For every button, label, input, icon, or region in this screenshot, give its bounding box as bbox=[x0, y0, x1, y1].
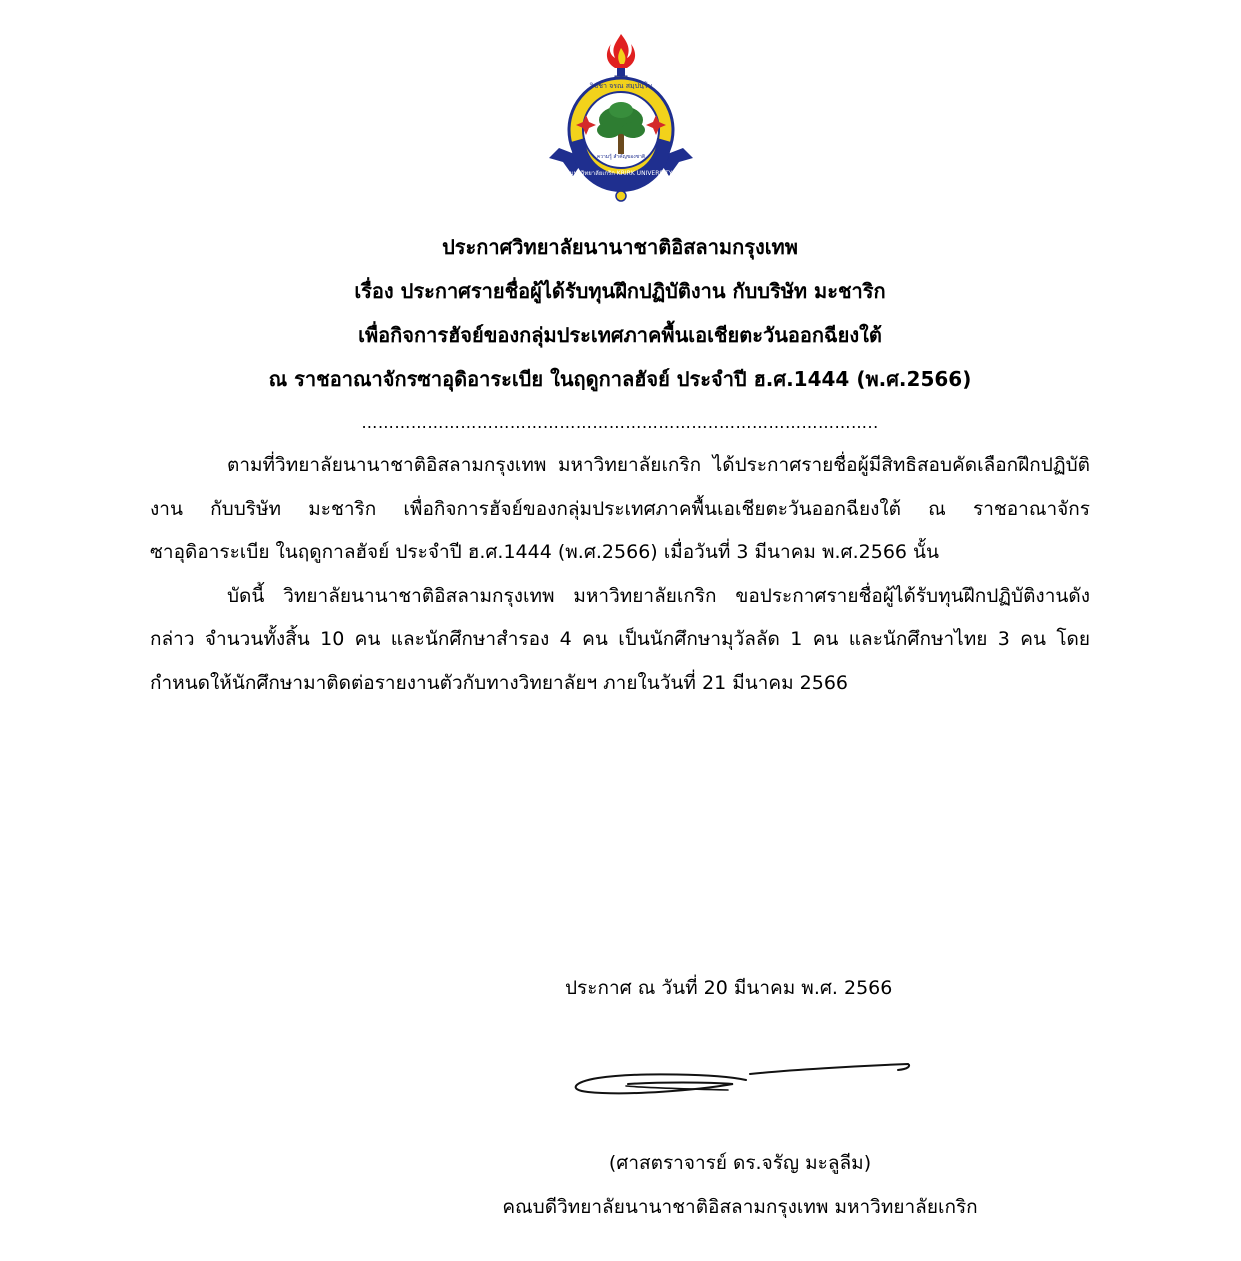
heading-line-1: ประกาศวิทยาลัยนานาชาติอิสลามกรุงเทพ bbox=[442, 235, 798, 259]
logo-ribbon-text: มหาวิทยาลัยเกริก KRIRK UNIVERSITY bbox=[569, 170, 673, 177]
body-paragraph-1: ตามที่วิทยาลัยนานาชาติอิสลามกรุงเทพ มหาวิทยาลัยเกริก ได้ประกาศรายชื่อผู้มีสิทธิสอบคัดเลือกฝึกปฏิบัติงาน กับบริษัท มะชาริก เพื่อกิจการฮัจย์ของกลุ่มประเทศภาคพื้นเอเชียตะวันออกฉียงใต้ ณ ราชอาณาจักรซาอุดิอาระเบีย ในฤดูกาลฮัจย์ ประจำปี ฮ.ศ.1444 (พ.ศ.2566) เมื่อวันที่ 3 มีนาคม พ.ศ.2566 นั้น bbox=[150, 454, 1090, 563]
flame-icon bbox=[607, 34, 635, 68]
dotted-separator: ………………………………………………………..……………………….. bbox=[361, 413, 879, 432]
signer-title: คณบดีวิทยาลัยนานาชาติอิสลามกรุงเทพ มหาวิทยาลัยเกริก bbox=[502, 1196, 978, 1218]
signature-icon bbox=[568, 1052, 918, 1102]
announcement-body bbox=[150, 444, 1090, 705]
body-paragraph-2: บัดนี้ วิทยาลัยนานาชาติอิสลามกรุงเทพ มหาวิทยาลัยเกริก ขอประกาศรายชื่อผู้ได้รับทุนฝึกปฏิบัติงานดังกล่าว จำนวนทั้งสิ้น 10 คน และนักศึกษาสำรอง 4 คน เป็นนักศึกษามุวัลลัด 1 คน และนักศึกษาไทย 3 คน โดยกำหนดให้นักศึกษามาติดต่อรายงานตัวกับทางวิทยาลัยฯ ภายในวันที่ 21 มีนาคม 2566 bbox=[150, 584, 1090, 694]
heading-line-4: ณ ราชอาณาจักรซาอุดิอาระเบีย ในฤดูกาลฮัจย์ ประจำปี ฮ.ศ.1444 (พ.ศ.2566) bbox=[268, 367, 972, 391]
announcement-heading bbox=[150, 225, 1090, 401]
logo-motto: วิชชา จรณ สมฺปนฺโน bbox=[589, 82, 653, 90]
logo-inner-text: ความรู้ สำคัญของชาติ bbox=[596, 154, 646, 160]
krirk-university-logo bbox=[545, 30, 697, 205]
announcement-date: ประกาศ ณ วันที่ 20 มีนาคม พ.ศ. 2566 bbox=[565, 977, 893, 999]
heading-line-3: เพื่อกิจการฮัจย์ของกลุ่มประเทศภาคพื้นเอเชียตะวันออกฉียงใต้ bbox=[358, 323, 882, 347]
heading-line-2: เรื่อง ประกาศรายชื่อผู้ได้รับทุนฝึกปฏิบัติงาน กับบริษัท มะชาริก bbox=[354, 279, 886, 303]
signer-name: (ศาสตราจารย์ ดร.จรัญ มะลูลีม) bbox=[608, 1152, 872, 1174]
